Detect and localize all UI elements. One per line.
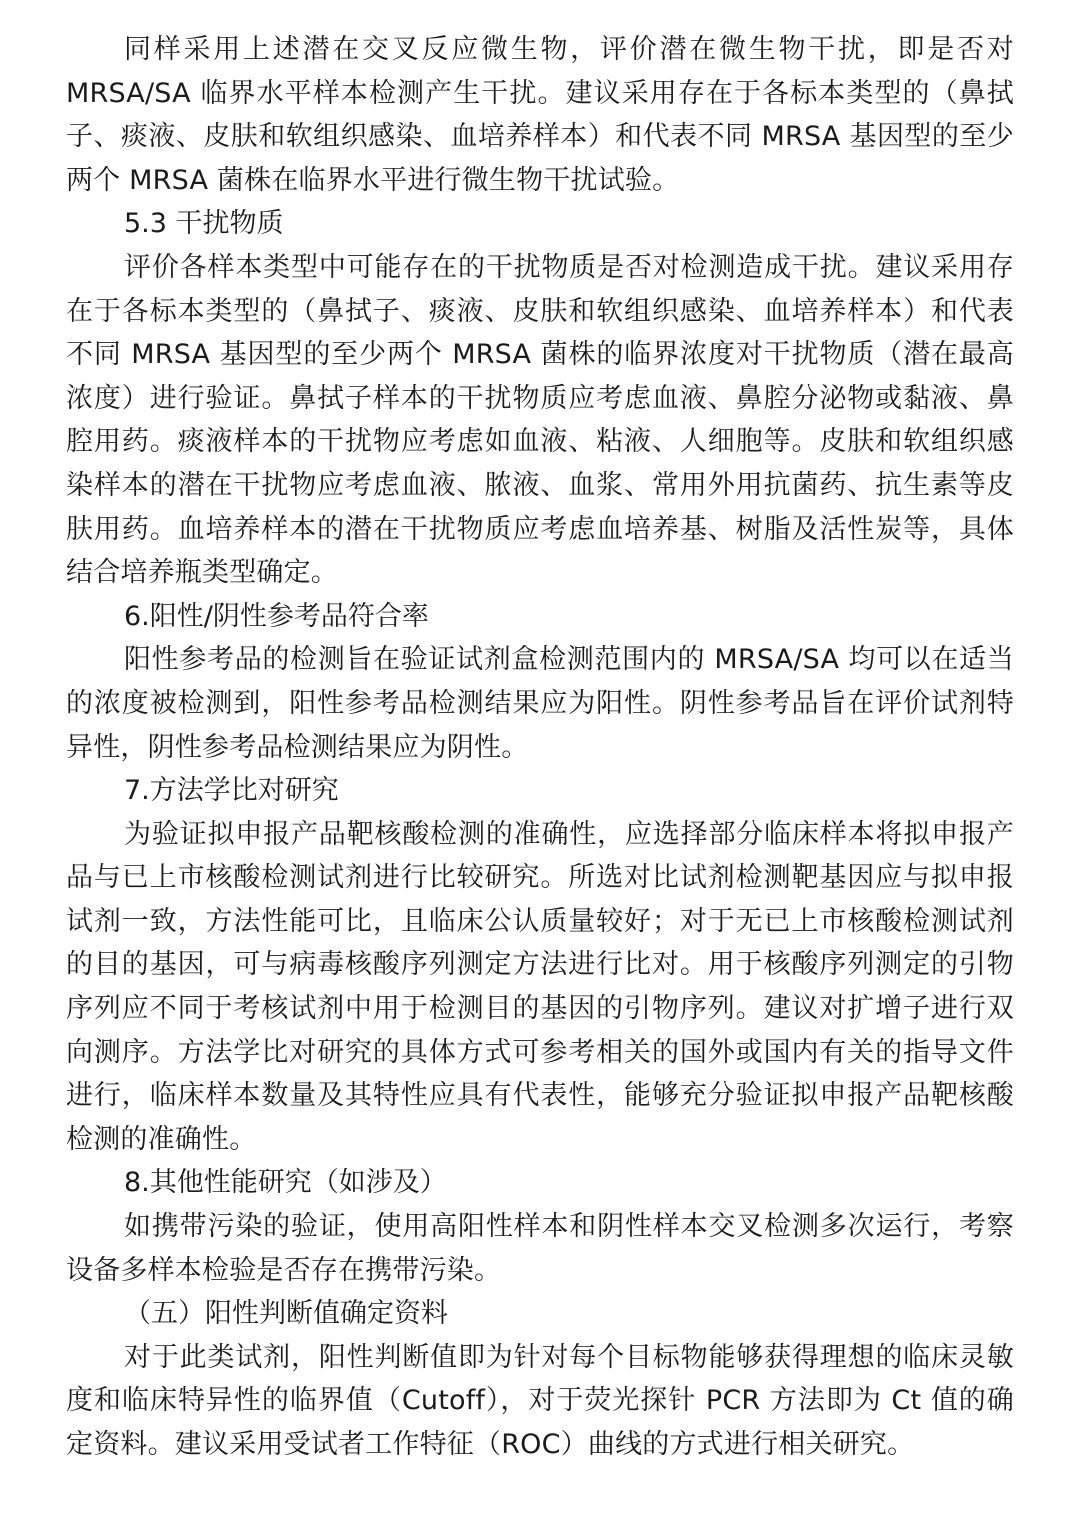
heading-method-comparison: 7.方法学比对研究 — [124, 775, 339, 807]
paragraph-other-performance: 如携带污染的验证，使用高阳性样本和阴性样本交叉检测多次运行，考察设备多样本检验是否存在携带污染。 — [66, 1211, 1014, 1286]
paragraph-reference-agreement: 阳性参考品的检测旨在验证试剂盒检测范围内的 MRSA/SA 均可以在适当的浓度被检测到，阳性参考品检测结果应为阳性。阴性参考品旨在评价试剂特异性，阴性参考品检测结果应为阴性。 — [66, 644, 1014, 763]
heading-interfering-substances: 5.3 干扰物质 — [124, 208, 284, 240]
heading-reference-agreement: 6.阳性/阴性参考品符合率 — [124, 600, 429, 632]
paragraph-cutoff-determination: 对于此类试剂，阳性判断值即为针对每个目标物能够获得理想的临床灵敏度和临床特异性的临界值（Cutoff），对于荧光探针 PCR 方法即为 Ct 值的确定资料。建议采用受试者工作特征（ROC）曲线的方式进行相关研究。 — [66, 1341, 1014, 1460]
heading-cutoff-determination: （五）阳性判断值确定资料 — [124, 1298, 448, 1330]
paragraph-microbial-interference: 同样采用上述潜在交叉反应微生物，评价潜在微生物干扰，即是否对MRSA/SA 临界水平样本检测产生干扰。建议采用存在于各标本类型的（鼻拭子、痰液、皮肤和软组织感染、血培养样本）和代表不同 MRSA 基因型的至少两个 MRSA 菌株在临界水平进行微生物干扰试验。 — [66, 34, 1014, 196]
paragraph-interfering-substances: 评价各样本类型中可能存在的干扰物质是否对检测造成干扰。建议采用存在于各标本类型的（鼻拭子、痰液、皮肤和软组织感染、血培养样本）和代表不同 MRSA 基因型的至少两个 MRSA 菌株的临界浓度对干扰物质（潜在最高浓度）进行验证。鼻拭子样本的干扰物质应考虑血液、鼻腔分泌物或黏液、鼻腔用药。痰液样本的干扰物应考虑如血液、粘液、人细胞等。皮肤和软组织感染样本的潜在干扰物应考虑血液、脓液、血浆、常用外用抗菌药、抗生素等皮肤用药。血培养样本的潜在干扰物质应考虑血培养基、树脂及活性炭等，具体结合培养瓶类型确定。 — [66, 251, 1014, 589]
heading-other-performance: 8.其他性能研究（如涉及） — [124, 1167, 447, 1199]
paragraph-method-comparison: 为验证拟申报产品靶核酸检测的准确性，应选择部分临床样本将拟申报产品与已上市核酸检测试剂进行比较研究。所选对比试剂检测靶基因应与拟申报试剂一致，方法性能可比，且临床公认质量较好；对于无已上市核酸检测试剂的目的基因，可与病毒核酸序列测定方法进行比对。用于核酸序列测定的引物序列应不同于考核试剂中用于检测目的基因的引物序列。建议对扩增子进行双向测序。方法学比对研究的具体方式可参考相关的国外或国内有关的指导文件进行，临床样本数量及其特性应具有代表性，能够充分验证拟申报产品靶核酸检测的准确性。 — [66, 818, 1014, 1155]
